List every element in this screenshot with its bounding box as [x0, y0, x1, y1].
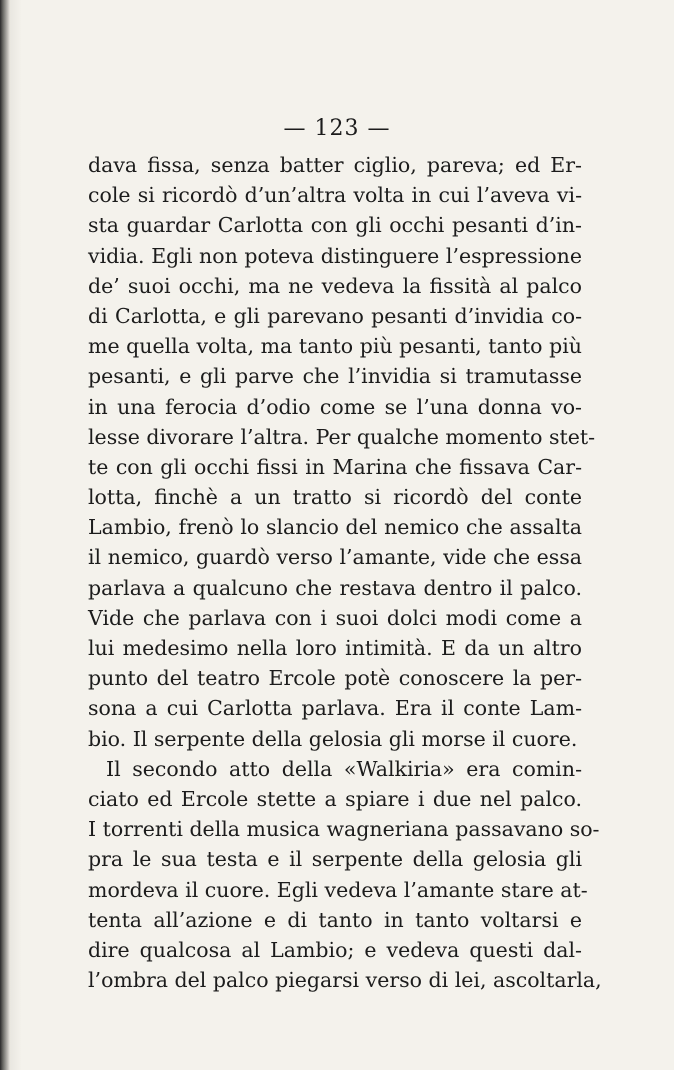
text-line: lui medesimo nella loro intimità. E da un altro [88, 636, 582, 660]
text-line: tenta all’azione e di tanto in tanto voltarsi e [88, 907, 582, 932]
text-line: sona a cui Carlotta parlava. Era il conte Lam- [88, 696, 582, 721]
text-line: di Carlotta, e gli parevano pesanti d’invidia co- [88, 303, 582, 328]
text-line: me quella volta, ma tanto più pesanti, tanto più [88, 334, 582, 359]
text-line: cole si ricordò d’un’altra volta in cui l’aveva vi- [88, 183, 582, 208]
text-line: I torrenti della musica wagneriana passavano so- [88, 817, 600, 842]
text-line: pra le sua testa e il serpente della gelosia gli [88, 847, 582, 872]
text-line: parlava a qualcuno che restava dentro il palco. [88, 575, 582, 600]
body-text [88, 150, 602, 995]
text-line: Vide che parlava con i suoi dolci modi come a [88, 605, 582, 630]
text-line: dava fissa, senza batter ciglio, pareva; ed Er- [88, 153, 582, 177]
text-line: il nemico, guardò verso l’amante, vide che essa [88, 545, 582, 570]
text-line: vidia. Egli non poteva distinguere l’espressione [88, 243, 582, 268]
text-line: Lambio, frenò lo slancio del nemico che assalta [88, 515, 582, 540]
text-line: sta guardar Carlotta con gli occhi pesanti d’in- [88, 213, 582, 238]
text-line: pesanti, e gli parve che l’invidia si tramutasse [88, 364, 582, 389]
text-line: de’ suoi occhi, ma ne vedeva la fissità al palco [88, 273, 582, 298]
page-number: — 123 — [283, 116, 391, 141]
text-line: lesse divorare l’altra. Per qualche momento stet- [88, 424, 596, 449]
text-line: ciato ed Ercole stette a spiare i due nel palco. [88, 786, 582, 811]
text-line: in una ferocia d’odio come se l’una donna vo- [88, 394, 582, 419]
paragraph-start-line: Il secondo atto della «Walkiria» era comin- [106, 756, 582, 781]
text-line: lotta, finchè a un tratto si ricordò del conte [88, 485, 582, 510]
text-line: bio. Il serpente della gelosia gli morse il cuore. [88, 726, 578, 751]
text-line: l’ombra del palco piegarsi verso di lei, ascoltarla, [88, 968, 602, 993]
text-line: dire qualcosa al Lambio; e vedeva questi dal- [88, 937, 582, 962]
text-line: te con gli occhi fissi in Marina che fissava Car- [88, 454, 582, 479]
text-line: mordeva il cuore. Egli vedeva l’amante stare at- [88, 877, 588, 902]
text-line: punto del teatro Ercole potè conoscere la per- [88, 666, 582, 691]
